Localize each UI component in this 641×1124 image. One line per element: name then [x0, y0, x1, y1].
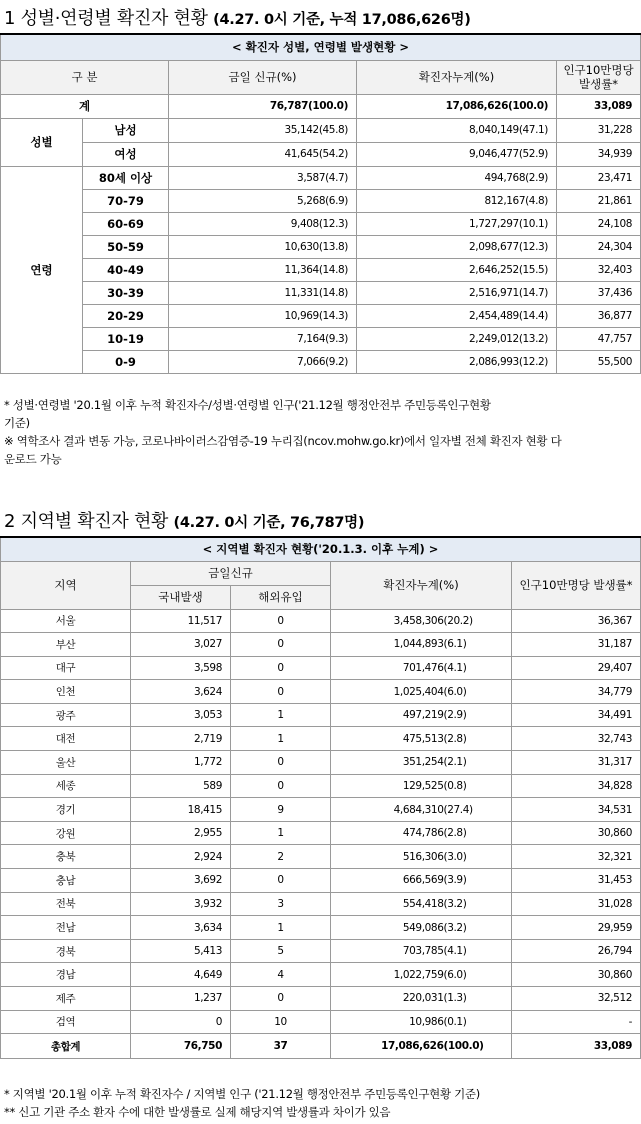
- table1-header-rate: 인구10만명당 발생률*: [557, 60, 641, 94]
- region-domestic: 1,772: [131, 751, 231, 775]
- gender-row-label: 여성: [83, 142, 169, 166]
- region-imported: 1: [231, 916, 331, 940]
- region-cumulative: 475,513: [331, 727, 444, 751]
- region-rate: 31,187: [512, 633, 641, 657]
- region-imported: 3: [231, 892, 331, 916]
- region-domestic: 2,955: [131, 821, 231, 845]
- age-row-label: 10-19: [83, 327, 169, 350]
- region-rate: 26,794: [512, 939, 641, 963]
- region-cumulative: 3,458,306: [331, 609, 444, 633]
- age-row-cumulative: 2,086,993(12.2): [357, 350, 557, 373]
- table2-header-region: 지역: [1, 561, 131, 609]
- age-row-label: 80세 이상: [83, 166, 169, 189]
- table1-caption: < 확진자 성별, 연령별 발생현황 >: [1, 34, 641, 60]
- age-row-label: 40-49: [83, 258, 169, 281]
- region-imported: 1: [231, 821, 331, 845]
- region-rate: 30,860: [512, 821, 641, 845]
- region-domestic: 589: [131, 774, 231, 798]
- region-row: [1, 892, 641, 916]
- region-domestic: 0: [131, 1010, 231, 1034]
- region-row: [1, 633, 641, 657]
- table2-header-today: 금일신규: [131, 561, 331, 585]
- region-rate: 30,860: [512, 963, 641, 987]
- region-rate: 32,321: [512, 845, 641, 869]
- region-cumulative: 497,219: [331, 703, 444, 727]
- region-row: [1, 916, 641, 940]
- region-rate: 34,779: [512, 680, 641, 704]
- region-domestic: 2,719: [131, 727, 231, 751]
- section2-heading: 2 지역별 확진자 현황: [4, 511, 169, 532]
- region-pct: (2.1): [444, 751, 512, 775]
- note-line: ※ 역학조사 결과 변동 가능, 코로나바이러스감염증-19 누리집(ncov.mohw.go.kr)에서 일자별 전체 확진자 현황 다: [4, 434, 562, 448]
- gender-row-label: 남성: [83, 118, 169, 142]
- table1-header-cumulative: 확진자누계(%): [357, 60, 557, 94]
- region-rate: 36,367: [512, 609, 641, 633]
- region-name: 강원: [1, 821, 131, 845]
- region-pct: (0.8): [444, 774, 512, 798]
- region-total-pct: (100.0): [444, 1034, 512, 1059]
- age-row-label: 50-59: [83, 235, 169, 258]
- region-domestic: 4,649: [131, 963, 231, 987]
- region-cumulative: 703,785: [331, 939, 444, 963]
- region-row: [1, 609, 641, 633]
- region-imported: 2: [231, 845, 331, 869]
- region-cumulative: 554,418: [331, 892, 444, 916]
- age-row-cumulative: 2,098,677(12.3): [357, 235, 557, 258]
- age-row-new: 10,630(13.8): [169, 235, 357, 258]
- age-row-new: 5,268(6.9): [169, 189, 357, 212]
- region-rate: -: [512, 1010, 641, 1034]
- gender-row-rate: 31,228: [557, 118, 641, 142]
- gender-row-new: 35,142(45.8): [169, 118, 357, 142]
- age-row-cumulative: 2,516,971(14.7): [357, 281, 557, 304]
- region-name: 경북: [1, 939, 131, 963]
- region-cumulative: 4,684,310: [331, 798, 444, 822]
- age-row-cumulative: 1,727,297(10.1): [357, 212, 557, 235]
- section1-notes: [4, 396, 561, 468]
- region-rate: 34,828: [512, 774, 641, 798]
- gender-row-new: 41,645(54.2): [169, 142, 357, 166]
- region-domestic: 3,598: [131, 656, 231, 680]
- region-row: [1, 1010, 641, 1034]
- region-total-imported: 37: [231, 1034, 331, 1059]
- age-row-label: 0-9: [83, 350, 169, 373]
- note-line: ** 신고 기관 주소 환자 수에 대한 발생률로 실제 해당지역 발생률과 차이가 있음: [4, 1105, 391, 1119]
- region-rate: 31,453: [512, 869, 641, 893]
- region-name: 전남: [1, 916, 131, 940]
- region-pct: (6.0): [444, 680, 512, 704]
- region-row: [1, 798, 641, 822]
- gender-row-cumulative: 9,046,477(52.9): [357, 142, 557, 166]
- region-pct: (6.1): [444, 633, 512, 657]
- region-pct: (2.9): [444, 703, 512, 727]
- age-row-new: 7,066(9.2): [169, 350, 357, 373]
- region-domestic: 3,634: [131, 916, 231, 940]
- age-row-label: 70-79: [83, 189, 169, 212]
- region-name: 세종: [1, 774, 131, 798]
- region-domestic: 11,517: [131, 609, 231, 633]
- region-cumulative: 129,525: [331, 774, 444, 798]
- age-row-cumulative: 2,249,012(13.2): [357, 327, 557, 350]
- region-name: 충북: [1, 845, 131, 869]
- gender-row-cumulative: 8,040,149(47.1): [357, 118, 557, 142]
- region-rate: 34,491: [512, 703, 641, 727]
- region-pct: (0.1): [444, 1010, 512, 1034]
- region-row: [1, 751, 641, 775]
- age-row-new: 11,364(14.8): [169, 258, 357, 281]
- region-name: 부산: [1, 633, 131, 657]
- age-row-rate: 36,877: [557, 304, 641, 327]
- region-total-rate: 33,089: [512, 1034, 641, 1059]
- region-name: 대전: [1, 727, 131, 751]
- region-name: 경기: [1, 798, 131, 822]
- region-cumulative: 1,025,404: [331, 680, 444, 704]
- region-total-cumulative: 17,086,626: [331, 1034, 444, 1059]
- region-row: [1, 703, 641, 727]
- region-rate: 32,743: [512, 727, 641, 751]
- region-imported: 0: [231, 609, 331, 633]
- region-pct: (3.0): [444, 845, 512, 869]
- region-name: 경남: [1, 963, 131, 987]
- region-name: 대구: [1, 656, 131, 680]
- region-pct: (2.8): [444, 727, 512, 751]
- region-imported: 1: [231, 703, 331, 727]
- region-rate: 32,512: [512, 987, 641, 1011]
- region-row: [1, 656, 641, 680]
- region-imported: 0: [231, 680, 331, 704]
- region-row: [1, 963, 641, 987]
- age-row-rate: 37,436: [557, 281, 641, 304]
- region-pct: (4.1): [444, 656, 512, 680]
- region-row: [1, 845, 641, 869]
- region-cumulative: 1,044,893: [331, 633, 444, 657]
- age-row-rate: 55,500: [557, 350, 641, 373]
- note-line: * 지역별 '20.1월 이후 누적 확진자수 / 지역별 인구 ('21.12월 행정안전부 주민등록인구현황 기준): [4, 1087, 480, 1101]
- region-domestic: 3,027: [131, 633, 231, 657]
- table2-header-imported: 해외유입: [231, 585, 331, 609]
- age-row-rate: 23,471: [557, 166, 641, 189]
- region-name: 검역: [1, 1010, 131, 1034]
- age-group-label: 연령: [1, 166, 83, 373]
- table2-header-cumulative: 확진자누계(%): [331, 561, 512, 609]
- table2-header-domestic: 국내발생: [131, 585, 231, 609]
- region-cumulative: 516,306: [331, 845, 444, 869]
- region-imported: 5: [231, 939, 331, 963]
- region-imported: 0: [231, 751, 331, 775]
- region-rate: 29,407: [512, 656, 641, 680]
- region-domestic: 2,924: [131, 845, 231, 869]
- region-name: 인천: [1, 680, 131, 704]
- note-line: 운로드 가능: [4, 452, 62, 466]
- region-cumulative: 1,022,759: [331, 963, 444, 987]
- region-imported: 0: [231, 633, 331, 657]
- region-pct: (2.8): [444, 821, 512, 845]
- age-row-rate: 21,861: [557, 189, 641, 212]
- region-row: [1, 869, 641, 893]
- region-domestic: 3,932: [131, 892, 231, 916]
- age-row-cumulative: 494,768(2.9): [357, 166, 557, 189]
- region-imported: 0: [231, 656, 331, 680]
- age-row-rate: 24,304: [557, 235, 641, 258]
- gender-age-table: [0, 33, 641, 374]
- section1-subtitle: (4.27. 0시 기준, 누적 17,086,626명): [213, 12, 471, 28]
- table2-caption: < 지역별 확진자 현황('20.1.3. 이후 누계) >: [1, 537, 641, 561]
- region-domestic: 5,413: [131, 939, 231, 963]
- age-row-cumulative: 2,454,489(14.4): [357, 304, 557, 327]
- region-row: [1, 774, 641, 798]
- region-row: [1, 727, 641, 751]
- region-rate: 31,317: [512, 751, 641, 775]
- region-name: 제주: [1, 987, 131, 1011]
- region-name: 울산: [1, 751, 131, 775]
- region-name: 충남: [1, 869, 131, 893]
- region-domestic: 18,415: [131, 798, 231, 822]
- gender-group-label: 성별: [1, 118, 83, 166]
- age-row-rate: 32,403: [557, 258, 641, 281]
- region-pct: (1.3): [444, 987, 512, 1011]
- table2-header-rate: 인구10만명당 발생률*: [512, 561, 641, 609]
- gender-row-rate: 34,939: [557, 142, 641, 166]
- table1-total-cumulative: 17,086,626(100.0): [357, 94, 557, 118]
- region-rate: 34,531: [512, 798, 641, 822]
- region-row: [1, 987, 641, 1011]
- region-domestic: 3,692: [131, 869, 231, 893]
- table1-header-category: 구 분: [1, 60, 169, 94]
- region-total-label: 총합계: [1, 1034, 131, 1059]
- region-imported: 1: [231, 727, 331, 751]
- region-row: [1, 939, 641, 963]
- table1-total-label: 계: [1, 94, 169, 118]
- region-rate: 31,028: [512, 892, 641, 916]
- age-row-label: 60-69: [83, 212, 169, 235]
- region-imported: 9: [231, 798, 331, 822]
- region-imported: 0: [231, 774, 331, 798]
- age-row-cumulative: 2,646,252(15.5): [357, 258, 557, 281]
- region-imported: 10: [231, 1010, 331, 1034]
- age-row-new: 3,587(4.7): [169, 166, 357, 189]
- section1-heading: 1 성별·연령별 확진자 현황: [4, 8, 208, 29]
- region-name: 광주: [1, 703, 131, 727]
- region-domestic: 1,237: [131, 987, 231, 1011]
- region-row: [1, 680, 641, 704]
- age-row-rate: 47,757: [557, 327, 641, 350]
- region-cumulative: 351,254: [331, 751, 444, 775]
- region-cumulative: 220,031: [331, 987, 444, 1011]
- region-domestic: 3,624: [131, 680, 231, 704]
- region-cumulative: 549,086: [331, 916, 444, 940]
- age-row-new: 11,331(14.8): [169, 281, 357, 304]
- age-row-label: 20-29: [83, 304, 169, 327]
- region-pct: (3.9): [444, 869, 512, 893]
- age-row-rate: 24,108: [557, 212, 641, 235]
- note-line: 기준): [4, 416, 30, 430]
- region-name: 서울: [1, 609, 131, 633]
- age-row-new: 7,164(9.3): [169, 327, 357, 350]
- section2-notes: [4, 1085, 480, 1121]
- region-cumulative: 666,569: [331, 869, 444, 893]
- region-cumulative: 10,986: [331, 1010, 444, 1034]
- region-table: [0, 536, 641, 1059]
- region-pct: (3.2): [444, 892, 512, 916]
- section2-title: [4, 507, 364, 533]
- region-cumulative: 474,786: [331, 821, 444, 845]
- table1-total-new: 76,787(100.0): [169, 94, 357, 118]
- section2-subtitle: (4.27. 0시 기준, 76,787명): [173, 515, 365, 531]
- age-row-new: 10,969(14.3): [169, 304, 357, 327]
- age-row-label: 30-39: [83, 281, 169, 304]
- region-pct: (27.4): [444, 798, 512, 822]
- note-line: * 성별·연령별 '20.1월 이후 누적 확진자수/성별·연령별 인구('21.12월 행정안전부 주민등록인구현황: [4, 398, 491, 412]
- age-row-cumulative: 812,167(4.8): [357, 189, 557, 212]
- region-pct: (20.2): [444, 609, 512, 633]
- table1-header-new: 금일 신규(%): [169, 60, 357, 94]
- region-total-domestic: 76,750: [131, 1034, 231, 1059]
- region-pct: (4.1): [444, 939, 512, 963]
- region-imported: 0: [231, 987, 331, 1011]
- region-domestic: 3,053: [131, 703, 231, 727]
- region-cumulative: 701,476: [331, 656, 444, 680]
- region-name: 전북: [1, 892, 131, 916]
- table1-total-rate: 33,089: [557, 94, 641, 118]
- region-pct: (6.0): [444, 963, 512, 987]
- region-imported: 0: [231, 869, 331, 893]
- region-pct: (3.2): [444, 916, 512, 940]
- section1-title: [4, 4, 471, 30]
- region-imported: 4: [231, 963, 331, 987]
- region-row: [1, 821, 641, 845]
- age-row-new: 9,408(12.3): [169, 212, 357, 235]
- region-rate: 29,959: [512, 916, 641, 940]
